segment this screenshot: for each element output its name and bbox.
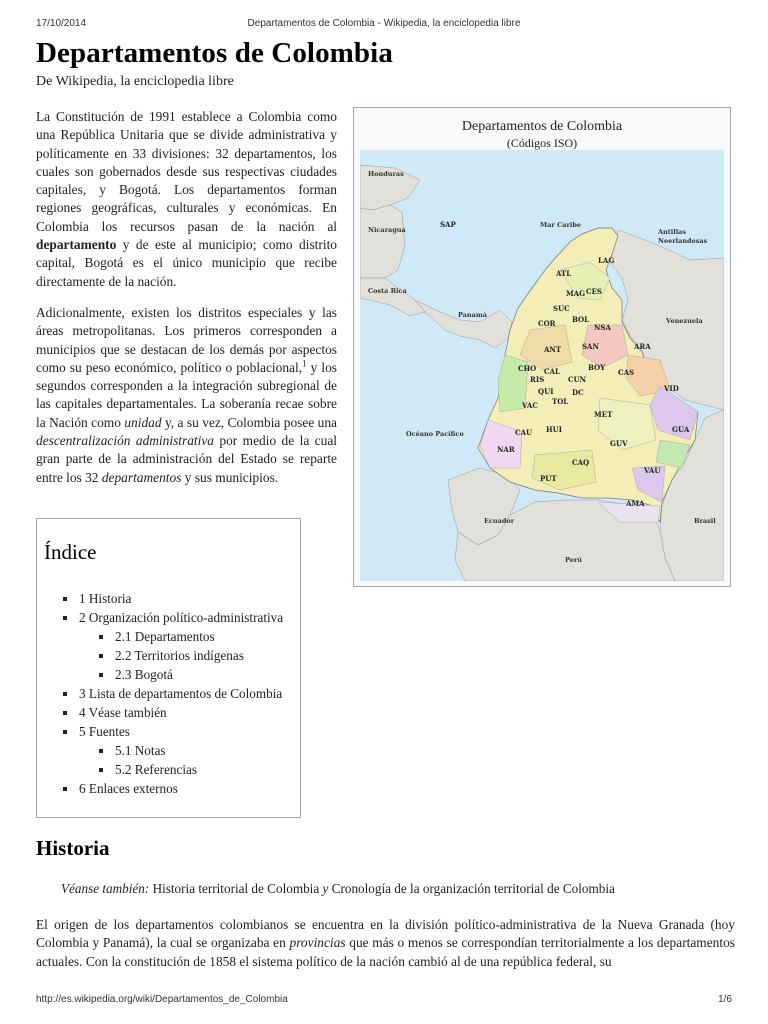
label-ecuador: Ecuador: [484, 517, 515, 525]
code-caq: CAQ: [572, 458, 590, 467]
descentralizacion-link[interactable]: descentralización administrativa: [36, 433, 214, 449]
unidad-text: unidad: [124, 414, 162, 430]
link-cronologia[interactable]: Cronología de la organización territorial de Colombia: [331, 881, 615, 896]
toc-list: [61, 589, 283, 798]
link-historia-territorial[interactable]: Historia territorial de Colombia: [152, 881, 320, 896]
section-heading-historia: Historia: [36, 836, 110, 860]
code-sap: SAP: [440, 220, 456, 229]
code-vau: VAU: [644, 466, 661, 475]
label-venezuela: Venezuela: [666, 317, 703, 325]
label-brasil: Brasil: [694, 517, 716, 525]
label-honduras: Honduras: [368, 170, 404, 178]
code-nar: NAR: [497, 445, 515, 454]
code-put: PUT: [540, 474, 557, 483]
tagline: De Wikipedia, la enciclopedia libre: [36, 74, 234, 89]
code-guv: GUV: [610, 439, 628, 448]
historia-paragraph: El origen de los departamentos colombianos se encuentra en la división político-administrativa de la Nueva Granada (hoy Colombia y Panamá), la cual se organizaba en provincias que más o menos se correspondían territorialmente a los departamentos actuales. Con la constitución de 1858 el sistema político de la nación cambió al de una república federal, su: [36, 917, 735, 969]
map-svg: [360, 150, 724, 581]
code-qui: QUI: [538, 387, 554, 396]
label-costa-rica: Costa Rica: [368, 287, 407, 295]
see-also-note: Véanse también: Historia territorial de Colombia y Cronología de la organización territorial de Colombia: [61, 881, 615, 896]
toc-item-bogota[interactable]: 2.3 Bogotá: [97, 665, 283, 684]
code-dc: DC: [572, 388, 584, 397]
label-panama: Panamá: [458, 311, 487, 319]
code-met: MET: [594, 410, 613, 419]
toc-item-fuentes[interactable]: 5 Fuentes 5.1 Notas 5.2 Referencias: [61, 722, 283, 779]
label-nicaragua: Nicaragua: [368, 226, 406, 234]
toc-item-lista[interactable]: 3 Lista de departamentos de Colombia: [61, 684, 283, 703]
land-nicaragua: [360, 205, 405, 278]
code-ant: ANT: [544, 345, 562, 354]
code-atl: ATL: [556, 269, 572, 278]
code-cau: CAU: [515, 428, 533, 437]
infobox: [353, 107, 731, 587]
code-san: SAN: [582, 342, 599, 351]
toc-item-departamentos[interactable]: 2.1 Departamentos: [97, 627, 283, 646]
colombia-map[interactable]: [360, 150, 724, 581]
print-title: Departamentos de Colombia - Wikipedia, la enciclopedia libre: [247, 18, 521, 29]
code-cor: COR: [538, 319, 556, 328]
page-title: Departamentos de Colombia: [36, 37, 393, 69]
toc-item-historia[interactable]: 1 Historia: [61, 589, 283, 608]
code-lag: LAG: [598, 256, 615, 265]
toc-item-enlaces[interactable]: 6 Enlaces externos: [61, 779, 283, 798]
code-cho: CHO: [518, 364, 537, 373]
print-url: http://es.wikipedia.org/wiki/Departamentos_de_Colombia: [36, 994, 288, 1005]
code-ces: CES: [586, 287, 602, 296]
print-header: [36, 18, 732, 29]
infobox-title: Departamentos de Colombia: [461, 119, 623, 134]
print-footer: [36, 994, 732, 1005]
code-mag: MAG: [566, 289, 586, 298]
print-page-number: 1/6: [718, 994, 732, 1005]
toc-item-referencias[interactable]: 5.2 Referencias: [97, 760, 283, 779]
code-vac: VAC: [522, 401, 538, 410]
code-hui: HUI: [546, 425, 562, 434]
intro-paragraph-1: La Constitución de 1991 establece a Colombia como una República Unitaria que se divide administrativa y políticamente en 33 divisiones: 32 departamentos, los cuales son gobernados desde sus respectivas ciudades capitales, y Bogotá. Los departamentos forman regiones geográficas, culturales y económicas. En Colombia los recursos pasan de la nación al departamento y de este al municipio; como distrito capital, Bogotá es el único municipio que recibe directamente de la nación.: [36, 109, 337, 289]
code-ris: RIS: [530, 375, 545, 384]
intro-paragraph-2: Adicionalmente, existen los distritos especiales y las áreas metropolitanas. Los primeros corresponden a municipios que se destacan de los demás por aspectos como su peso económico, político o poblacional,$^1$ y los segundos corresponden a la integración subregional de las capitales departamentales. La soberanía recae sobre la Nación como unidad y, a su vez, Colombia posee una descentralización administrativa por medio de la cual gran parte de la administración del Estado se reparte entre los 32 departamentos y sus municipios.: [36, 305, 338, 485]
table-of-contents: [36, 518, 301, 818]
label-mar-caribe: Mar Caribe: [540, 221, 582, 229]
toc-item-vease[interactable]: 4 Véase también: [61, 703, 283, 722]
code-gua: GUA: [672, 425, 690, 434]
land-panama: [415, 300, 512, 348]
code-bol: BOL: [572, 315, 590, 324]
label-peru: Perú: [565, 556, 582, 564]
code-nsa: NSA: [594, 323, 611, 332]
departamento-link: departamento: [36, 237, 117, 253]
code-tol: TOL: [552, 397, 569, 406]
code-cas: CAS: [618, 368, 635, 377]
toc-title: Índice: [44, 540, 97, 564]
label-neerlandesas: Neerlandesas: [658, 237, 708, 245]
print-date: 17/10/2014: [36, 18, 87, 29]
label-antillas: Antillas: [658, 228, 687, 236]
toc-item-territorios[interactable]: 2.2 Territorios indígenas: [97, 646, 283, 665]
departamentos-text: departamentos: [101, 469, 182, 485]
code-suc: SUC: [553, 304, 570, 313]
footnote-ref[interactable]: 1: [302, 358, 307, 369]
toc-item-notas[interactable]: 5.1 Notas: [97, 741, 283, 760]
code-ara: ARA: [634, 342, 651, 351]
code-vid: VID: [664, 384, 679, 393]
toc-item-organizacion[interactable]: 2 Organización político-administrativa 2.1 Departamentos 2.2 Territorios indígenas 2.3 Bogotá: [61, 608, 283, 684]
land-costa-rica: [360, 278, 425, 316]
infobox-subtitle: (Códigos ISO): [506, 136, 578, 150]
code-cun: CUN: [568, 375, 587, 384]
provincias-link[interactable]: provincias: [289, 935, 346, 951]
label-oceano-pacifico: Océano Pacífico: [406, 430, 464, 438]
code-ama: AMA: [626, 499, 645, 508]
code-boy: BOY: [588, 363, 606, 372]
code-cal: CAL: [544, 367, 560, 376]
